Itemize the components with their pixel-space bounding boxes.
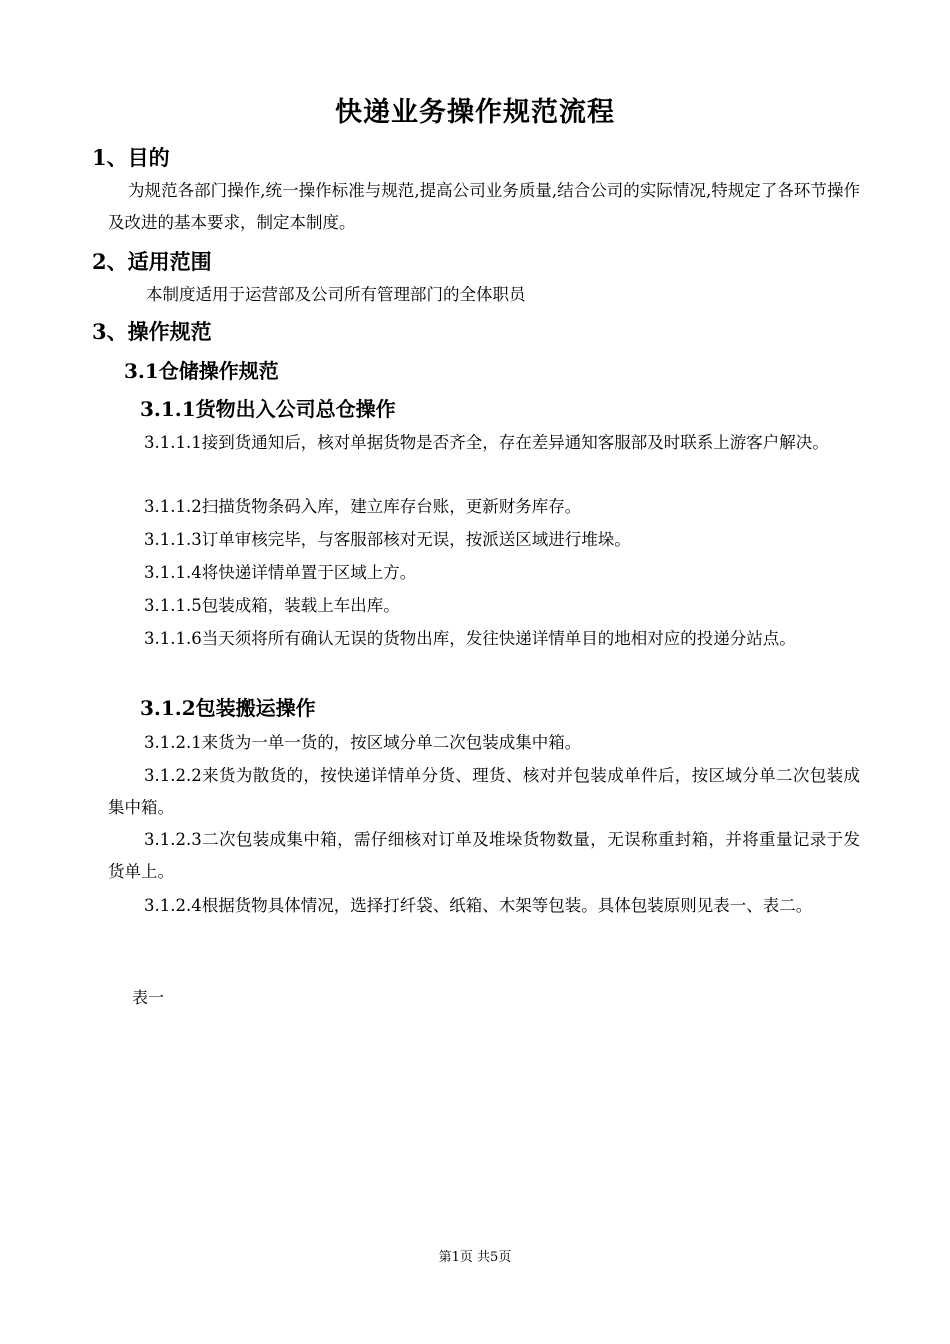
list-item: 3.1.1.3订单审核完毕，与客服部核对无误，按派送区域进行堆垛。 (144, 530, 631, 549)
purpose-paragraph: 为规范各部门操作,统一操作标准与规范,提高公司业务质量,结合公司的实际情况,特规定了各环节操作及改进的基本要求，制定本制度。 (108, 181, 860, 232)
subsubsection-heading-warehouse: 3.1.1货物出入公司总仓操作 (140, 397, 396, 421)
section-heading-scope: 2、适用范围 (92, 249, 212, 274)
table-label: 表一 (132, 988, 165, 1007)
list-item: 3.1.2.4根据货物具体情况，选择打纤袋、纸箱、木架等包装。具体包装原则见表一、表二。 (144, 896, 813, 915)
list-item: 3.1.1.6当天须将所有确认无误的货物出库，发往快递详情单目的地相对应的投递分站点。 (144, 629, 796, 648)
list-item: 3.1.1.1接到货通知后，核对单据货物是否齐全，存在差异通知客服部及时联系上游客户解决。 (144, 433, 829, 452)
section-heading-purpose: 1、目的 (92, 145, 170, 170)
document-title: 快递业务操作规范流程 (335, 97, 615, 128)
list-item: 3.1.1.4将快递详情单置于区域上方。 (144, 563, 417, 582)
list-item: 3.1.1.5包装成箱，装载上车出库。 (144, 596, 400, 615)
scope-paragraph: 本制度适用于运营部及公司所有管理部门的全体职员 (146, 285, 526, 304)
list-item: 3.1.2.1来货为一单一货的，按区域分单二次包装成集中箱。 (144, 733, 582, 752)
page-footer: 第1页 共5页 (438, 1250, 512, 1265)
section-heading-operations: 3、操作规范 (92, 319, 212, 344)
subsubsection-heading-packing: 3.1.2包装搬运操作 (140, 696, 316, 720)
list-item: 3.1.2.3二次包装成集中箱，需仔细核对订单及堆垛货物数量，无误称重封箱，并将重量记录于发货单上。 (108, 830, 860, 881)
subsection-heading-storage: 3.1仓储操作规范 (124, 359, 279, 383)
list-item: 3.1.2.2来货为散货的，按快递详情单分货、理货、核对并包装成单件后，按区域分单二次包装成集中箱。 (108, 766, 860, 817)
list-item: 3.1.1.2扫描货物条码入库，建立库存台账，更新财务库存。 (144, 497, 582, 516)
